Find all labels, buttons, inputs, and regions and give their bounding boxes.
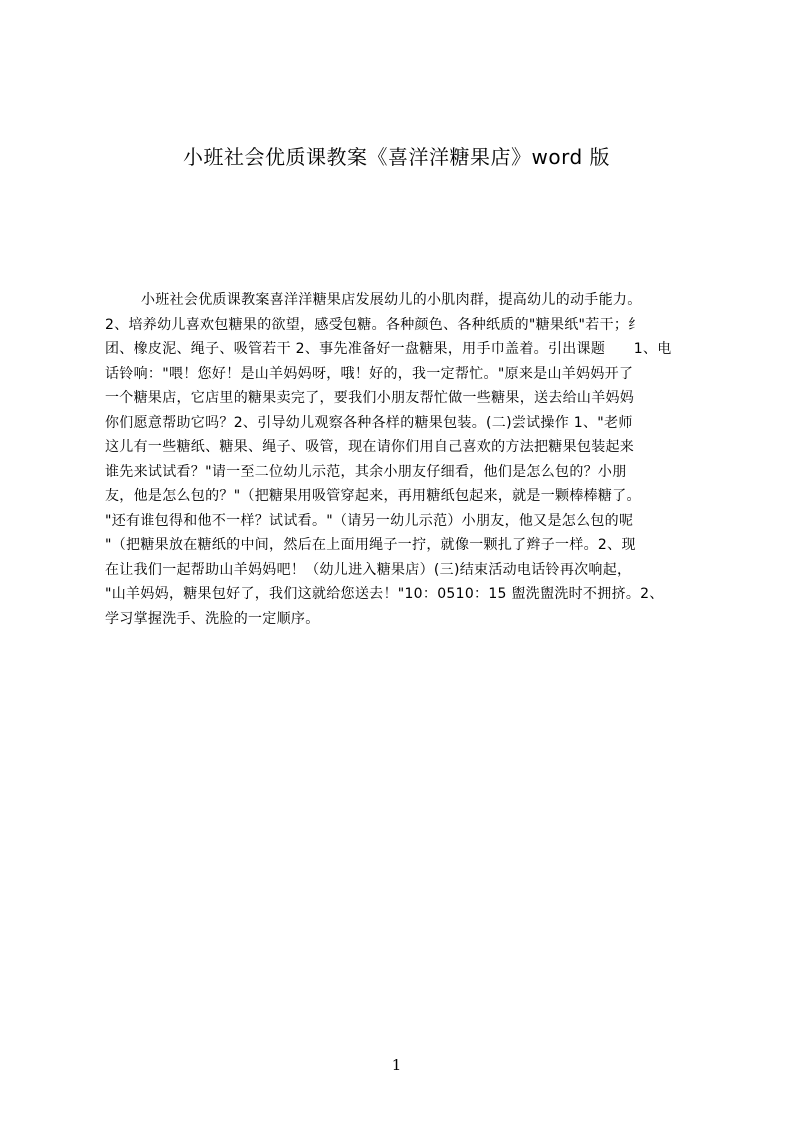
body-line: 团、橡皮泥、绳子、吸管若干 2、事先准备好一盘糖果，用手巾盖着。引出课题 1、电	[105, 341, 672, 357]
body-line: 小班社会优质课教案喜洋洋糖果店发展幼儿的小肌肉群，提高幼儿的动手能力。	[141, 292, 642, 308]
body-line: 谁先来试试看？"请一至二位幼儿示范，其余小朋友仔细看，他们是怎么包的？小朋	[105, 463, 627, 480]
body-line: 你们愿意帮助它吗？2、引导幼儿观察各种各样的糖果包装。(二)尝试操作 1、"老师	[105, 414, 633, 431]
body-line: 一个糖果店，它店里的糖果卖完了，要我们小朋友帮忙做一些糖果，送去给山羊妈妈	[105, 390, 635, 406]
body-line: "山羊妈妈，糖果包好了，我们这就给您送去！"10：0510：15 盥洗盥洗时不拥挤。2、	[105, 586, 664, 602]
document-title: 小班社会优质课教案《喜洋洋糖果店》word 版	[182, 145, 611, 169]
body-line: "还有谁包得和他不一样？试试看。"（请另一幼儿示范）小朋友，他又是怎么包的呢	[105, 512, 634, 529]
body-line: 学习掌握洗手、洗脸的一定顺序。	[105, 610, 320, 627]
body-line: 2、培养幼儿喜欢包糖果的欲望，感受包糖。各种颜色、各种纸质的"糖果纸"若干；纟	[105, 316, 643, 333]
document-body	[105, 288, 697, 631]
body-line: "（把糖果放在糖纸的中间，然后在上面用绳子一拧，就像一颗扎了辫子一样。2、现	[105, 537, 636, 553]
body-line: 在让我们一起帮助山羊妈妈吧！（幼儿进入糖果店）(三)结束活动电话铃再次响起，	[105, 561, 632, 578]
body-line: 友，他是怎么包的？"（把糖果用吸管穿起来，再用糖纸包起来，就是一颗棒棒糖了。	[105, 488, 641, 504]
body-line: 这儿有一些糖纸、糖果、绳子、吸管，现在请你们用自己喜欢的方法把糖果包装起来	[105, 439, 635, 455]
page-number: 1	[391, 1056, 402, 1074]
body-line: 话铃响："喂！您好！是山羊妈妈呀，哦！好的，我一定帮忙。"原来是山羊妈妈开了	[105, 365, 634, 382]
